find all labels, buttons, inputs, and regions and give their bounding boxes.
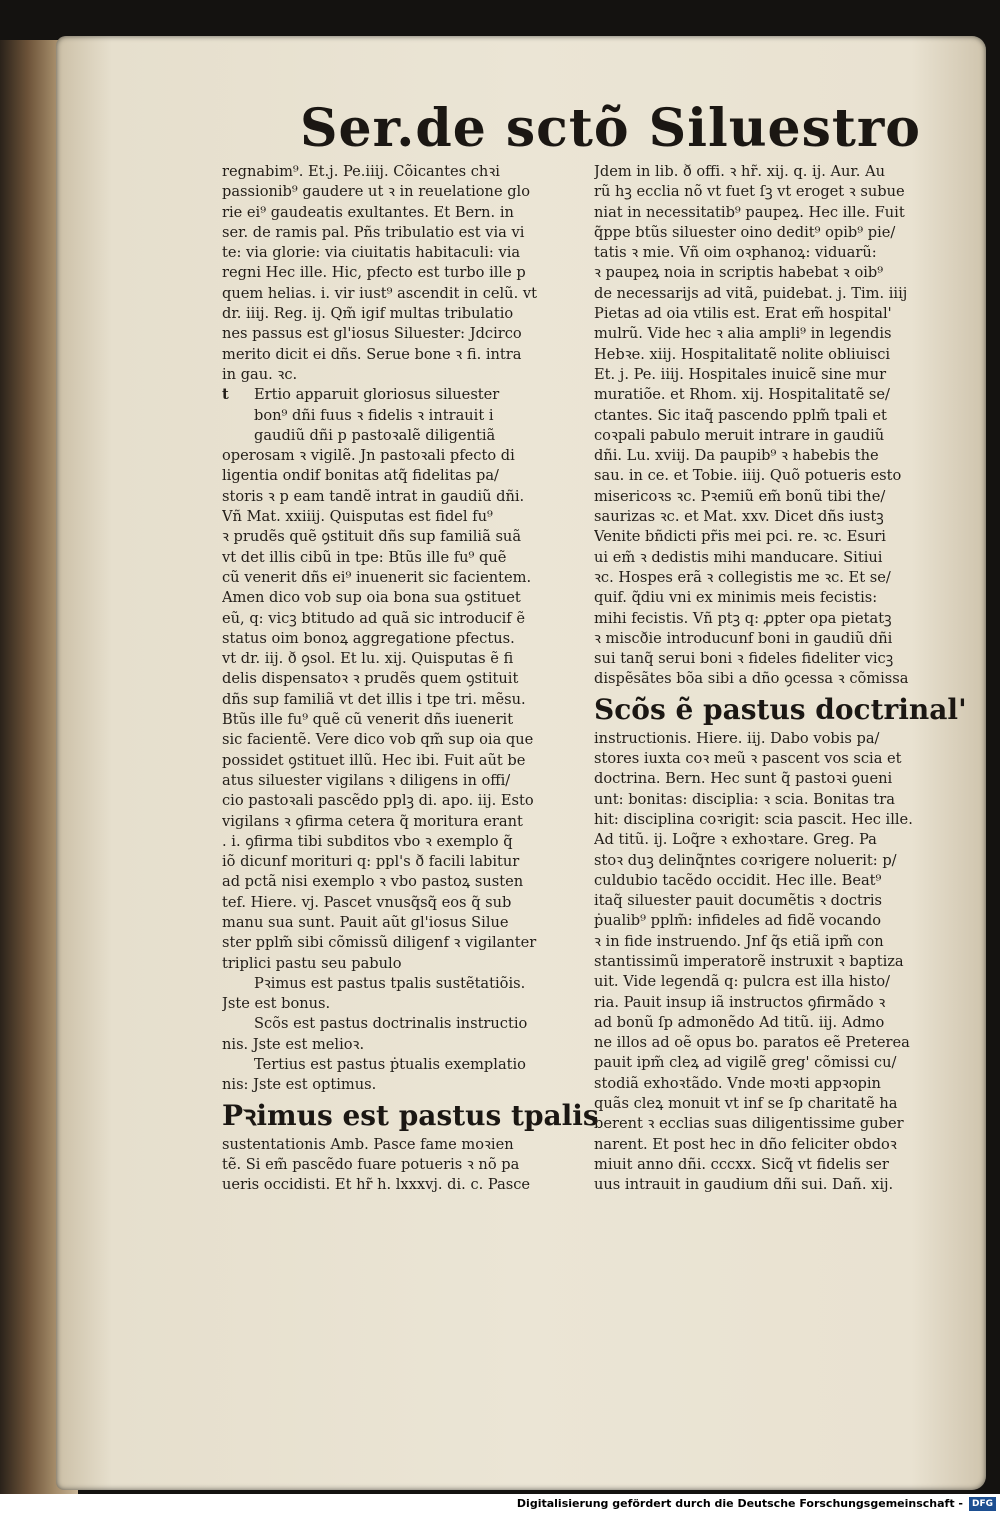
- text-line: manu sua sunt. Pauit aũt gl'iosus Silue: [222, 913, 509, 931]
- text-line: ne illos ad oẽ opus bo. paratos eẽ Preterea: [594, 1034, 910, 1052]
- text-line: hit: disciplina coꝛrigit: scia pascit. Hec ille.: [594, 810, 913, 828]
- text-line: Tertius est pastus ṗtualis exemplatio: [254, 1056, 526, 1074]
- text-line: dr. iiij. Reg. ij. Qm̃ igif multas tribulatio: [222, 305, 514, 323]
- text-line: ligentia ondif bonitas atq̃ fidelitas pa/: [222, 467, 499, 485]
- primus-paragraph: [222, 1135, 592, 1196]
- text-line: Amen dico vob sup oia bona sua ꝯstituet: [222, 589, 521, 607]
- text-line: sau. in ce. et Tobie. iiij. Quõ potueris esto: [594, 467, 902, 485]
- text-line: instructionis. Hiere. iij. Dabo vobis pa/: [594, 729, 880, 747]
- text-line: dñs sup familiã vt det illis i tpe tri. mẽsu.: [222, 690, 526, 708]
- text-line: Jste est bonus.: [222, 995, 331, 1013]
- text-line: nes passus est gl'iosus Siluester: Jdcirco: [222, 325, 522, 343]
- text-line: berent ꝛ ecclias suas diligentissime guber: [594, 1115, 904, 1133]
- text-line: mihi fecistis. Vñ ptꝫ q: ꝓpter opa pietatꝫ: [594, 609, 892, 627]
- secundus-paragraph: [594, 729, 962, 1196]
- text-line: niat in necessitatib⁹ paupeꝝ. Hec ille. Fuit: [594, 203, 905, 221]
- right-column: [594, 162, 967, 1196]
- text-line: storis ꝛ p eam tandẽ intrat in gaudiũ dñi.: [222, 487, 525, 505]
- text-line: ser. de ramis pal. Pñs tribulatio est via vi: [222, 223, 525, 241]
- text-line: ꝛc. Hospes erã ꝛ collegistis me ꝛc. Et se/: [594, 568, 891, 586]
- text-line: nis. Jste est melioꝛ.: [222, 1035, 365, 1053]
- text-line: quãs cleꝝ monuit vt inf se ſp charitatẽ ha: [594, 1095, 898, 1113]
- text-line: miuit anno dñi. cccxx. Sicq̃ vt fidelis ser: [594, 1155, 889, 1173]
- text-line: q̃ppe btũs siluester oino dedit⁹ opib⁹ pie/: [594, 223, 896, 241]
- text-line: Pietas ad oia vtilis est. Erat em̃ hospital': [594, 305, 892, 323]
- text-line: stantissimũ imperatorẽ instruxit ꝛ baptiza: [594, 952, 904, 970]
- text-line: ṗualib⁹ pplm̃: infideles ad fidẽ vocando: [594, 912, 882, 930]
- text-line: iõ dicunf morituri q: ppl's ð facili labitur: [222, 853, 520, 871]
- text-line: ad pctã nisi exemplo ꝛ vbo pastoꝝ susten: [222, 873, 524, 891]
- text-line: de necessarijs ad vitã, puidebat. j. Tim. iiij: [594, 284, 908, 302]
- text-line: stoꝛ duꝫ delinq̃ntes coꝛrigere noluerit: p/: [594, 851, 897, 869]
- text-line: Et. j. Pe. iiij. Hospitales inuicẽ sine mur: [594, 365, 887, 383]
- funding-credit: Digitalisierung gefördert durch die Deutsche Forschungsgemeinschaft -: [516, 1497, 963, 1510]
- text-line: muratiõe. et Rhom. xij. Hospitalitatẽ se/: [594, 386, 890, 404]
- drop-cap-initial: t: [222, 386, 229, 404]
- text-line: Pꝛimus est pastus tpalis sustẽtatiõis.: [254, 974, 526, 992]
- dfg-logo: DFG: [969, 1497, 996, 1511]
- text-line: . i. ꝯfirma tibi subditos vbo ꝛ exemplo q̃: [222, 832, 513, 850]
- text-line: bon⁹ dñi fuus ꝛ fidelis ꝛ intrauit i: [254, 406, 494, 424]
- running-head: Ser.de sctõ Siluestro: [300, 98, 921, 159]
- text-line: t Ertio apparuit gloriosus siluester: [222, 385, 592, 405]
- text-line: ria. Pauit insup iã instructos ꝯfirmãdo ꝛ: [594, 993, 886, 1011]
- text-line: cũ venerit dñs ei⁹ inuenerit sic facientem.: [222, 568, 532, 586]
- text-line: gaudiũ dñi p pastoꝛalẽ diligentiã: [254, 426, 496, 444]
- text-line: vt dr. iij. ð ꝯsol. Et lu. xij. Quisputas ẽ fi: [222, 650, 514, 668]
- text-line: eũ, q: vicꝫ btitudo ad quã sic introducif ẽ: [222, 609, 525, 627]
- text-line: narent. Et post hec in dño feliciter obdoꝛ: [594, 1135, 897, 1153]
- text-line: tẽ. Si em̃ pascẽdo fuare potueris ꝛ nõ pa: [222, 1155, 520, 1173]
- text-line: ueris occidisti. Et hr̃ h. lxxxvj. di. c. Pasce: [222, 1176, 531, 1194]
- text-line: Ad titũ. ij. Loq̃re ꝛ exhoꝛtare. Greg. Pa: [594, 831, 877, 849]
- text-line: status oim bonoꝝ aggregatione pfectus.: [222, 629, 515, 647]
- text-line: dispẽsãtes bõa sibi a dño ꝯcessa ꝛ cõmissa: [594, 670, 909, 688]
- text-line: nis: Jste est optimus.: [222, 1076, 377, 1094]
- threefold-division: [222, 974, 592, 1096]
- left-column-text: [222, 162, 592, 385]
- text-line: cio pastoꝛali pascẽdo pplꝫ di. apo. iij. Esto: [222, 792, 534, 810]
- text-line: possidet ꝯstituet illũ. Hec ibi. Fuit aũt be: [222, 751, 526, 769]
- text-line: rũ hꝫ ecclia nõ vt fuet ſꝫ vt eroget ꝛ subue: [594, 183, 905, 201]
- text-line: Jdem in lib. ð offi. ꝛ hr̃. xij. q. ij. Aur. Au: [594, 163, 886, 180]
- text-line: sustentationis Amb. Pasce fame moꝛien: [222, 1135, 514, 1153]
- text-line: quem helias. i. vir iust⁹ ascendit in celũ. vt: [222, 284, 537, 302]
- text-line: uus intrauit in gaudium dñi sui. Dañ. xij.: [594, 1176, 894, 1194]
- text-line: misericoꝛs ꝛc. Pꝛemiũ em̃ bonũ tibi the/: [594, 487, 886, 505]
- text-line: te: via glorie: via ciuitatis habitaculi: via: [222, 244, 521, 262]
- text-line: rie ei⁹ gaudeatis exultantes. Et Bern. in: [222, 203, 514, 221]
- text-line: in gau. ꝛc.: [222, 365, 298, 383]
- text-line: Vñ Mat. xxiiij. Quisputas est fidel fu⁹: [222, 508, 493, 526]
- text-line: ꝛ prudẽs quẽ ꝯstituit dñs sup familiã suã: [222, 528, 522, 546]
- text-line: ad bonũ ſp admonẽdo Ad titũ. iij. Admo: [594, 1013, 885, 1031]
- text-line: Btũs ille fu⁹ quẽ cũ venerit dñs iuenerit: [222, 711, 514, 729]
- text-line: pauit ipm̃ cleꝝ ad vigilẽ greg' cõmissi cu/: [594, 1054, 897, 1072]
- text-line: tatis ꝛ mie. Vñ oim oꝛphanoꝝ: viduarũ:: [594, 244, 877, 262]
- section-heading-primus: Pꝛimus est pastus tpalis: [222, 1098, 599, 1132]
- text-line: delis dispensatoꝛ ꝛ prudẽs quem ꝯstituit: [222, 670, 519, 688]
- text-line: sui tanq̃ serui boni ꝛ fideles fideliter vicꝫ: [594, 650, 894, 668]
- text-line: stores iuxta coꝛ meũ ꝛ pascent vos scia et: [594, 750, 902, 768]
- text-line: operosam ꝛ vigilẽ. Jn pastoꝛali pfecto di: [222, 447, 515, 465]
- text-line: Venite bñdicti pr̃is mei pci. re. ꝛc. Esuri: [594, 528, 886, 546]
- text-line: coꝛpali pabulo meruit intrare in gaudiũ: [594, 426, 885, 444]
- text-line: saurizas ꝛc. et Mat. xxv. Dicet dñs iustꝫ: [594, 508, 884, 526]
- tertio-paragraph: [222, 385, 592, 974]
- text-line: ꝛ miscðie introducunf boni in gaudiũ dñi: [594, 629, 893, 647]
- text-line: merito dicit ei dñs. Serue bone ꝛ fi. intra: [222, 345, 522, 363]
- text-line: itaq̃ siluester pauit documẽtis ꝛ doctris: [594, 892, 882, 910]
- text-line: ui em̃ ꝛ dedistis mihi manducare. Sitiui: [594, 548, 883, 566]
- text-line: ꝛ in fide instruendo. Jnf q̃s etiã ipm̃ con: [594, 932, 884, 950]
- text-line: mulrũ. Vide hec ꝛ alia ampli⁹ in legendis: [594, 325, 892, 343]
- text-line: uit. Vide legendã q: pulcra est illa histo/: [594, 973, 891, 991]
- text-line: regni Hec ille. Hic, pfecto est turbo ille p: [222, 264, 526, 282]
- text-line: regnabim⁹. Et.j. Pe.iiij. Cõicantes chꝛi: [222, 163, 500, 180]
- text-line: dñi. Lu. xviij. Da paupib⁹ ꝛ habebis the: [594, 447, 879, 465]
- text-line: stodiã exhoꝛtãdo. Vnde moꝛti appꝛopin: [594, 1074, 881, 1092]
- text-line: doctrina. Bern. Hec sunt q̃ pastoꝛi ꝯueni: [594, 770, 893, 788]
- text-line: ster pplm̃ sibi cõmissũ diligenf ꝛ vigilanter: [222, 934, 537, 952]
- text-line: triplici pastu seu pabulo: [222, 954, 402, 972]
- left-column: [222, 162, 599, 1196]
- text-line: passionib⁹ gaudere ut ꝛ in reuelatione glo: [222, 183, 531, 201]
- text-line: ctantes. Sic itaq̃ pascendo pplm̃ tpali et: [594, 406, 887, 424]
- right-column-text: [594, 162, 962, 690]
- text-line: Hebꝛe. xiij. Hospitalitatẽ nolite obliuisci: [594, 345, 891, 363]
- text-line: Scõs est pastus doctrinalis instructio: [254, 1015, 528, 1033]
- text-line: vigilans ꝛ ꝯfirma cetera q̃ moritura erant: [222, 812, 523, 830]
- digitization-footer: [0, 1494, 1000, 1514]
- text-line: sic facientẽ. Vere dico vob qm̃ sup oia que: [222, 731, 534, 749]
- text-line: vt det illis cibũ in tpe: Btũs ille fu⁹ quẽ: [222, 548, 507, 566]
- text-line: culdubio tacẽdo occidit. Hec ille. Beat⁹: [594, 871, 882, 889]
- text-line: ꝛ paupeꝝ noia in scriptis habebat ꝛ oib⁹: [594, 264, 884, 282]
- text-line: tef. Hiere. vj. Pascet vnusq̃sq̃ eos q̃ sub: [222, 893, 512, 911]
- section-heading-secundus: Scõs ẽ pastus doctrinal': [594, 692, 967, 726]
- text-line: quif. q̃diu vni ex minimis meis fecistis:: [594, 589, 878, 607]
- text-line: atus siluester vigilans ꝛ diligens in offi/: [222, 771, 511, 789]
- text-line: unt: bonitas: disciplia: ꝛ scia. Bonitas tra: [594, 790, 895, 808]
